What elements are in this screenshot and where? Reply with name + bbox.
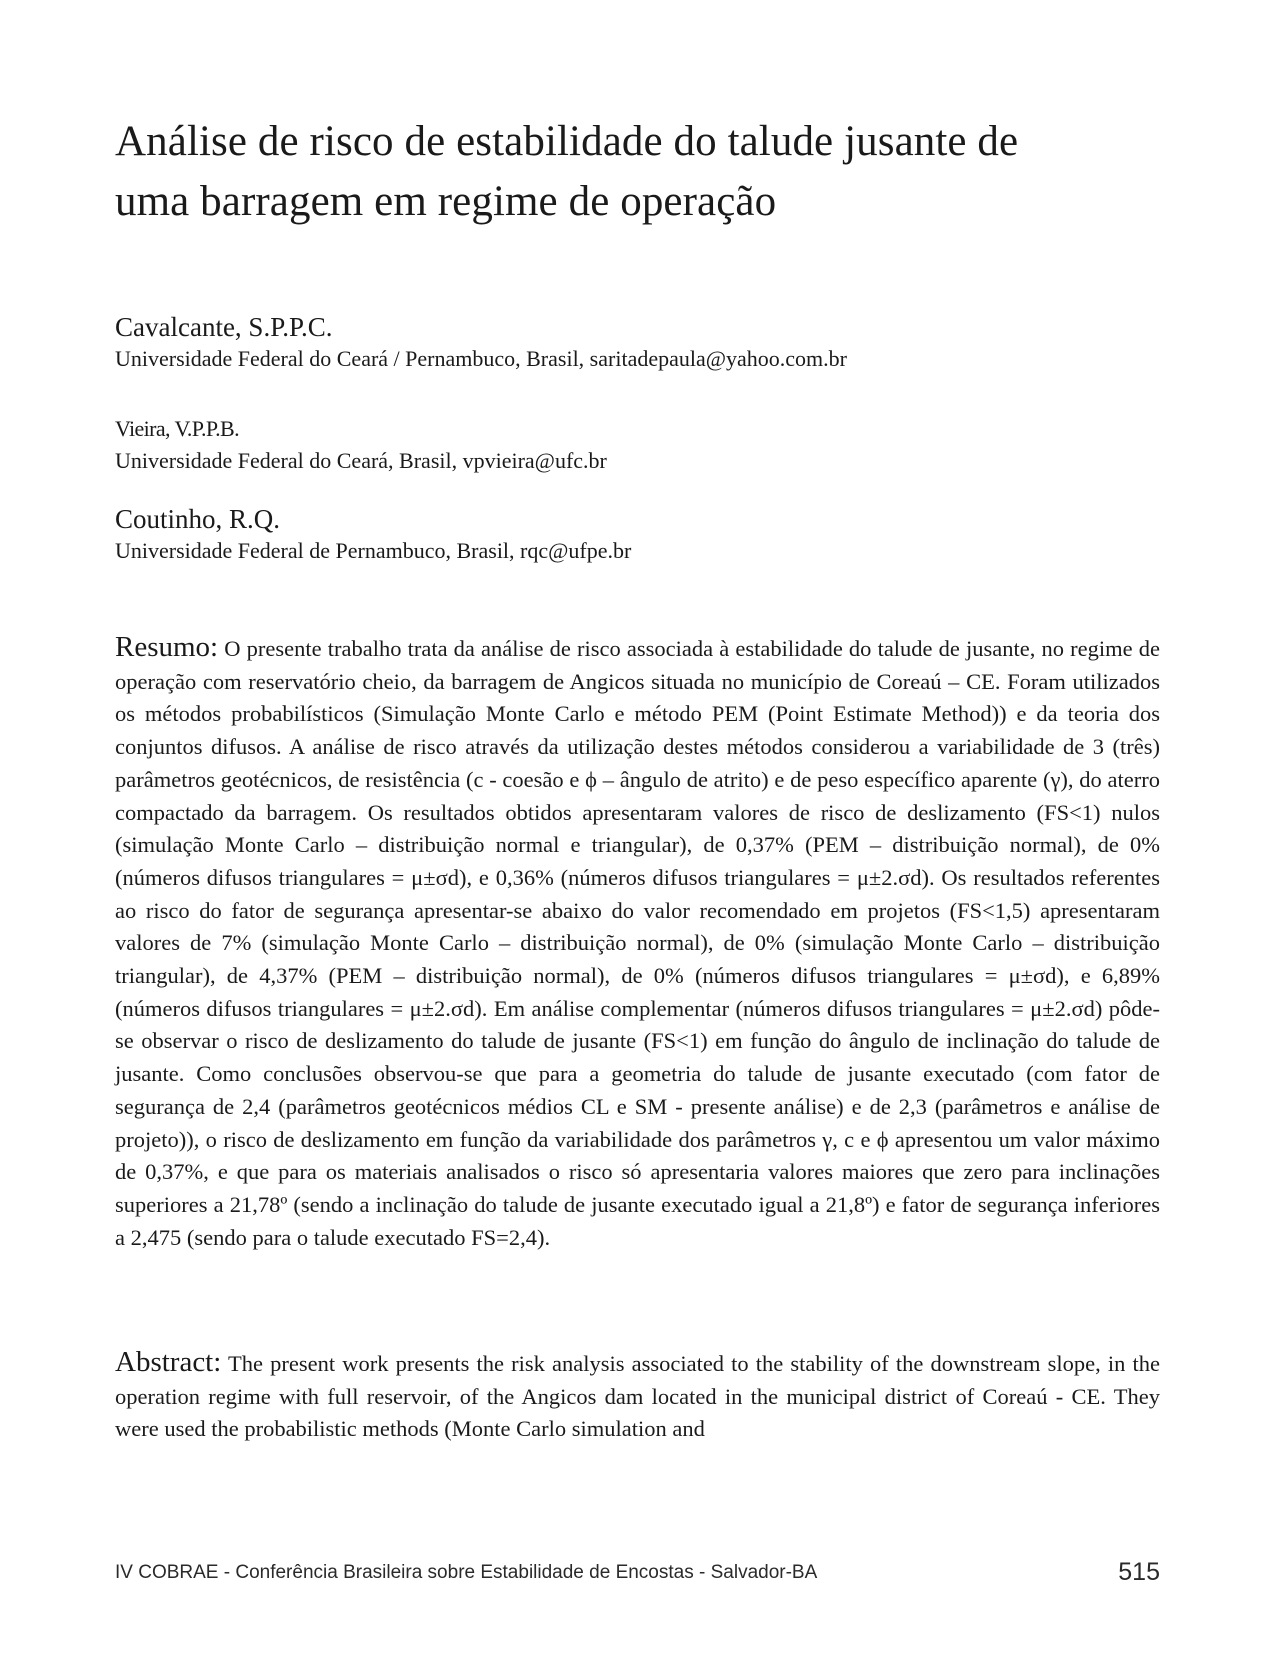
author-2	[115, 412, 1160, 476]
author-affiliation: Universidade Federal do Ceará, Brasil, vpvieira@ufc.br	[115, 448, 607, 473]
author-3	[115, 502, 1160, 566]
conference-name: IV COBRAE - Conferência Brasileira sobre Estabilidade de Encostas - Salvador-BA	[115, 1562, 818, 1583]
resumo-section	[115, 631, 1160, 1254]
resumo-text: O presente trabalho trata da análise de risco associada à estabilidade do talude de jusante, no regime de operação com reservatório cheio, da barragem de Angicos situada no município de Coreaú – CE. Foram utilizados os métodos probabilísticos (Simulação Monte Carlo e método PEM (Point Estimate Method)) e da teoria dos conjuntos difusos. A análise de risco através da utilização destes métodos considerou a variabilidade de 3 (três) parâmetros geotécnicos, de resistência (c - coesão e ϕ – ângulo de atrito) e de peso específico aparente (γ), do aterro compactado da barragem. Os resultados obtidos apresentaram valores de risco de deslizamento (FS<1) nulos (simulação Monte Carlo – distribuição normal e triangular), de 0,37% (PEM – distribuição normal), de 0% (números difusos triangulares = μ±σd), e 0,36% (números difusos triangulares = μ±2.σd). Os resultados referentes ao risco do fator de segurança apresentar-se abaixo do valor recomendado em projetos (FS<1,5) apresentaram valores de 7% (simulação Monte Carlo – distribuição normal), de 0% (simulação Monte Carlo – distribuição triangular), de 4,37% (PEM – distribuição normal), de 0% (números difusos triangulares = μ±σd), e 6,89% (números difusos triangulares = μ±2.σd). Em análise complementar (números difusos triangulares = μ±2.σd) pôde-se observar o risco de deslizamento do talude de jusante (FS<1) em função do ângulo de inclinação do talude de jusante. Como conclusões observou-se que para a geometria do talude de jusante executado (com fator de segurança de 2,4 (parâmetros geotécnicos médios CL e SM - presente análise) e de 2,3 (parâmetros e análise de projeto)), o risco de deslizamento em função da variabilidade dos parâmetros γ, c e ϕ apresentou um valor máximo de 0,37%, e que para os materiais analisados o risco só apresentaria valores maiores que zero para inclinações superiores a 21,78º (sendo a inclinação do talude de jusante executado igual a 21,8º) e fator de segurança inferiores a 2,475 (sendo para o talude executado FS=2,4).	[115, 636, 1160, 1250]
author-affiliation: Universidade Federal do Ceará / Pernambuco, Brasil, saritadepaula@yahoo.com.br	[115, 346, 847, 371]
author-name: Coutinho, R.Q.	[115, 504, 281, 534]
resumo-label: Resumo:	[115, 631, 219, 663]
page-number: 515	[1118, 1558, 1160, 1586]
paper-page	[115, 0, 1160, 1666]
abstract-text: The present work presents the risk analysis associated to the stability of the downstream slope, in the operation regime with full reservoir, of the Angicos dam located in the municipal district of Coreaú - CE. They were used the probabilistic methods (Monte Carlo simulation and	[115, 1351, 1161, 1442]
author-affiliation: Universidade Federal de Pernambuco, Brasil, rqc@ufpe.br	[115, 538, 632, 563]
author-name: Cavalcante, S.P.P.C.	[115, 312, 333, 342]
abstract-paragraph	[115, 1346, 1160, 1446]
paper-title	[115, 112, 1160, 232]
abstract-section	[115, 1346, 1160, 1446]
author-1	[115, 310, 1160, 374]
resumo-paragraph	[115, 631, 1160, 1254]
title-line-1: Análise de risco de estabilidade do talude jusante de	[115, 118, 1019, 165]
author-name: Vieira, V.P.P.B.	[115, 416, 239, 441]
title-line-2: uma barragem em regime de operação	[115, 178, 777, 225]
abstract-label: Abstract:	[115, 1346, 222, 1378]
